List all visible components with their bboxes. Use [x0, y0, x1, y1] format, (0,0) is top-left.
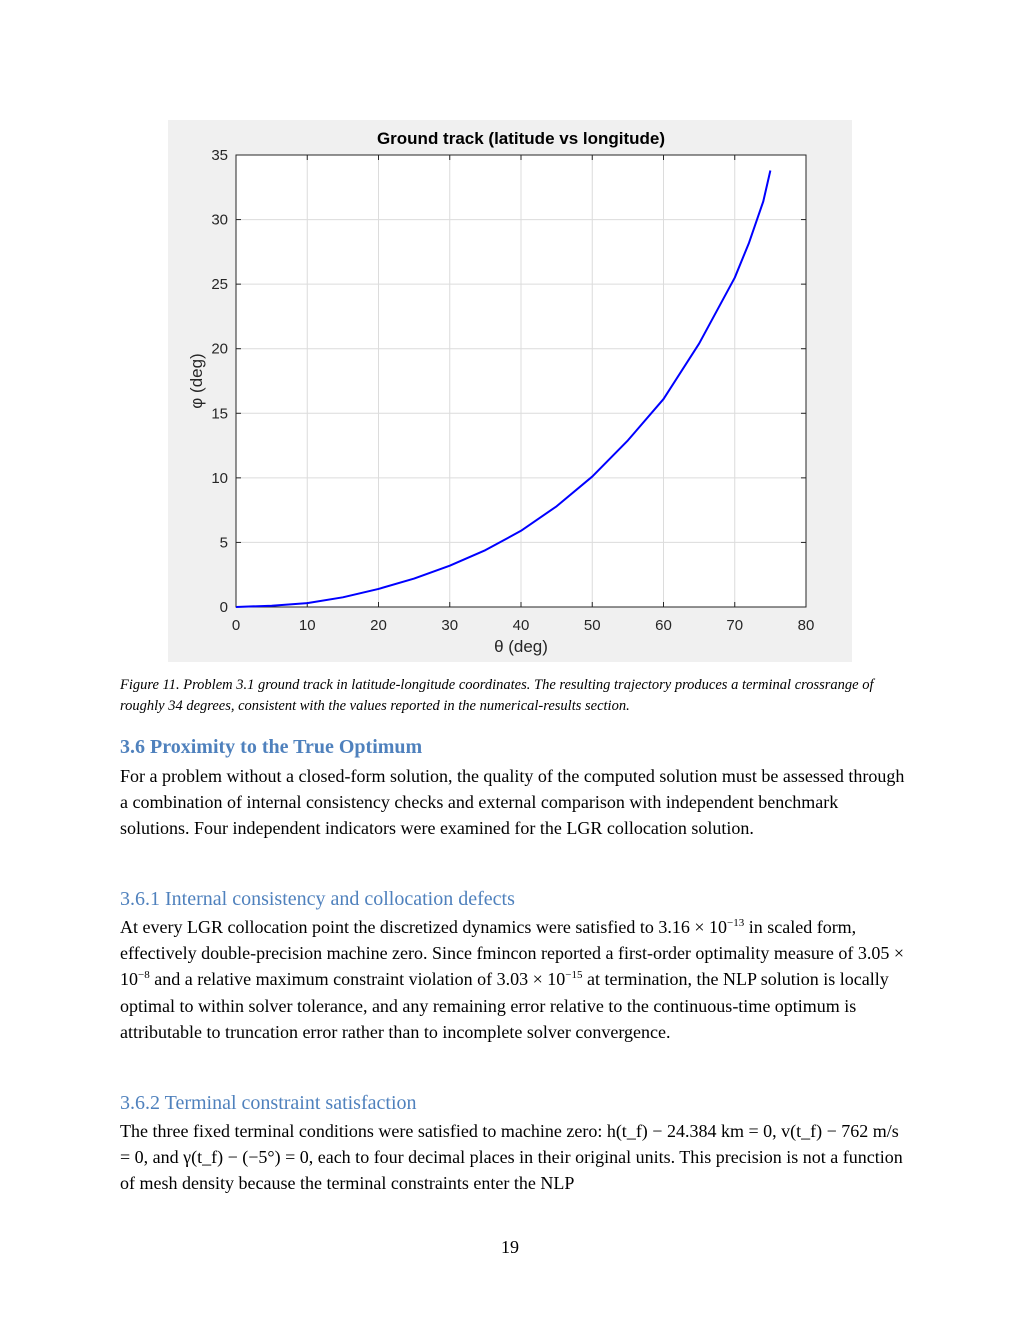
section-3-6-2-heading: 3.6.2 Terminal constraint satisfaction [120, 1092, 417, 1114]
section-3-6-1-body [120, 914, 910, 1045]
x-tick-label: 30 [441, 617, 459, 634]
y-tick-label: 30 [211, 211, 228, 229]
x-tick-label: 80 [797, 617, 815, 634]
section-3-6-body: For a problem without a closed-form solution, the quality of the computed solution must be assessed through a combination of internal consistency checks and external comparison with independent benchmark solutions. Four independent indicators were examined for the LGR collocation solution. [120, 766, 905, 839]
x-axis-label: θ (deg) [494, 637, 548, 656]
s361-exponent-3: −15 [565, 969, 583, 982]
x-tick-label: 20 [370, 617, 387, 634]
section-3-6-2-body: The three fixed terminal conditions were satisfied to machine zero: h(t_f) − 24.384 km = 0, v(t_f) − 762 m/s = 0, and γ(t_f) − (−5°) = 0, each to four decimal places in their original units. This precision is not a function of mesh density because the terminal constraints enter the NLP [120, 1121, 903, 1194]
x-tick-label: 50 [583, 617, 601, 634]
chart-title: Ground track (latitude vs longitude) [376, 129, 666, 148]
section-3-6-1-heading: 3.6.1 Internal consistency and collocation defects [120, 888, 515, 910]
s361-text-2: in scaled form, effectively double-precision machine zero. Since fmincon reported a first-order optimality measure of 3.05 × 10 [120, 917, 905, 990]
y-tick-label: 5 [219, 534, 228, 552]
y-tick-label: 15 [211, 405, 228, 423]
x-tick-label: 40 [512, 617, 530, 634]
x-tick-label: 10 [298, 617, 316, 634]
page-number: 19 [501, 1237, 519, 1257]
s361-exponent-1: −13 [727, 917, 745, 929]
s361-text-4: at termination, the NLP solution is locally optimal to within solver tolerance, and any remaining error relative to the continuous-time optimum is attributable to truncation error rather than to incomplete solver convergence. [120, 969, 889, 1042]
s361-exponent-2: −8 [138, 969, 150, 982]
ground-track-chart [168, 120, 852, 662]
section-3-6-heading: 3.6 Proximity to the True Optimum [120, 736, 423, 758]
y-tick-label: 25 [211, 276, 228, 294]
y-tick-label: 35 [211, 147, 228, 164]
y-axis-label: φ (deg) [187, 353, 206, 409]
x-tick-label: 60 [655, 617, 672, 634]
s361-text-3: and a relative maximum constraint violation of 3.03 × 10 [149, 969, 566, 990]
figure-caption: Figure 11. Problem 3.1 ground track in latitude-longitude coordinates. The resulting trajectory produces a terminal crossrange of roughly 34 degrees, consistent with the values reported in the numerical-results section. [120, 677, 874, 714]
figure-11 [168, 120, 852, 662]
x-tick-label: 0 [231, 617, 241, 634]
y-tick-label: 0 [219, 599, 228, 616]
y-tick-label: 20 [211, 340, 228, 358]
s361-text-1: At every LGR collocation point the discretized dynamics were satisfied to 3.16 × 10 [120, 917, 727, 937]
y-tick-label: 10 [211, 469, 228, 487]
x-tick-label: 70 [726, 617, 744, 634]
